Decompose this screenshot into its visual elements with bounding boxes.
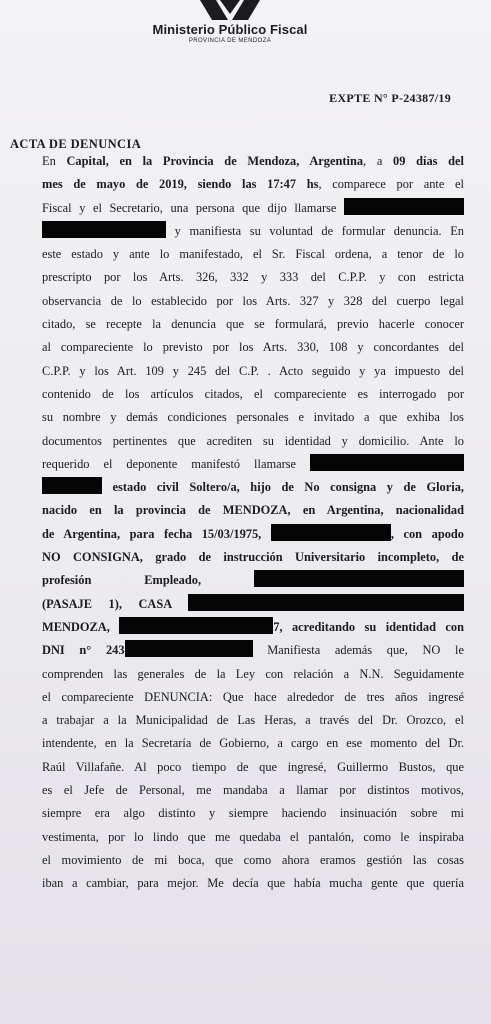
body-text-segment: profesión Empleado, — [42, 573, 254, 588]
body-text-segment: comprenden las generales de la Ley con relación a N.N. Seguidamente — [42, 666, 464, 681]
body-text-segment: MENDOZA, — [42, 619, 120, 634]
province-name: PROVINCIA DE MENDOZA — [188, 38, 272, 44]
body-line — [42, 173, 464, 196]
body-line — [42, 546, 464, 569]
redaction-bar — [254, 570, 464, 587]
body-line — [42, 709, 464, 732]
body-text-segment: 7, acreditando su identidad con — [273, 619, 464, 634]
document-body — [42, 150, 464, 896]
redaction-bar — [42, 477, 102, 494]
case-number: EXPTE N° P-24387/19 — [329, 91, 451, 105]
body-line — [42, 197, 464, 220]
body-text-segment: En — [42, 154, 67, 168]
body-text-segment: este estado y ante lo manifestado, el Sr. Fiscal ordena, a tenor de lo — [42, 247, 464, 262]
body-text-segment: (PASAJE 1), CASA — [42, 596, 188, 611]
redaction-bar — [344, 198, 464, 215]
body-line — [42, 756, 464, 779]
body-text-segment: Manifiesta además que, NO le — [252, 643, 464, 658]
body-text-segment: documentos pertinentes que acrediten su identidad y domicilio. Ante lo — [42, 433, 464, 448]
body-line — [42, 523, 464, 546]
redaction-bar — [42, 221, 166, 238]
body-line — [42, 569, 464, 592]
body-text-segment: C.P.P. y los Art. 109 y 245 del C.P. . Acto seguido y ya impuesto del — [42, 363, 464, 378]
body-text-segment: de Argentina, para fecha 15/03/1975, — [42, 526, 271, 541]
body-text-segment: observancia de lo establecido por los Arts. 327 y 328 del cuerpo legal — [42, 293, 464, 308]
body-line — [42, 663, 464, 686]
body-text-segment: , comparece por ante el — [318, 177, 464, 192]
body-line — [42, 849, 464, 872]
body-text-segment: vestimenta, por lo lindo que me quedaba el pantalón, como le inspiraba — [42, 829, 464, 844]
body-line — [42, 499, 464, 522]
body-text-segment: contenido de los artículos citados, el compareciente es interrogado por — [42, 386, 464, 401]
body-text-segment: mes de mayo de 2019, siendo las 17:47 hs — [42, 177, 319, 192]
body-line — [42, 290, 464, 313]
redaction-bar — [310, 454, 464, 471]
ministry-logo — [150, 0, 310, 60]
body-line — [42, 266, 464, 289]
body-text-segment: nacido en la provincia de MENDOZA, en Argentina, nacionalidad — [42, 503, 464, 518]
body-line — [42, 383, 464, 406]
body-line — [42, 826, 464, 849]
body-text-segment: Raúl Villafañe. Al poco tiempo de que ingresé, Guillermo Bustos, que — [42, 759, 464, 774]
body-text-segment: citado, se recepte la denuncia que se formulará, previo hacerle conocer — [42, 317, 464, 332]
body-line — [42, 406, 464, 429]
body-line — [42, 360, 464, 383]
body-line — [42, 243, 464, 266]
body-text-segment: es el Jefe de Personal, me mandaba a llamar por distintos motivos, — [42, 783, 464, 798]
body-line — [42, 476, 464, 499]
body-text-segment: a trabajar a la Municipalidad de Las Heras, a través del Dr. Orozco, el — [42, 713, 464, 728]
body-text-segment: iban a cambiar, para mejor. Me decía que había mucha gente que quería — [42, 876, 464, 891]
body-line — [42, 453, 464, 476]
body-text-segment: intendente, en la Secretaría de Gobierno, a cargo en ese momento del Dr. — [42, 736, 464, 751]
body-line — [42, 802, 464, 825]
body-line — [42, 779, 464, 802]
body-text-segment: Capital, en la Provincia de Mendoza, Argentina — [66, 154, 364, 168]
redaction-bar — [119, 617, 273, 634]
body-text-segment: DNI n° 243 — [42, 643, 125, 658]
body-line — [42, 313, 464, 336]
body-line — [42, 220, 464, 243]
body-text-segment: y manifiesta su voluntad de formular denuncia. En — [166, 223, 464, 238]
ministry-name: Ministerio Público Fiscal — [152, 22, 308, 37]
ministry-emblem-icon — [190, 0, 270, 20]
body-line — [42, 593, 464, 616]
body-text-segment: NO CONSIGNA, grado de instrucción Universitario incompleto, de — [42, 550, 464, 565]
body-line — [42, 872, 464, 895]
body-text-segment: su nombre y demás condiciones personales e invitado a que exhiba los — [42, 410, 464, 425]
body-line — [42, 430, 464, 453]
body-text-segment: , a — [363, 154, 394, 168]
body-text-segment: Fiscal y el Secretario, una persona que dijo llamarse — [42, 200, 344, 215]
body-line — [42, 732, 464, 755]
body-text-segment: requerido el deponente manifestó llamarse — [42, 456, 310, 471]
body-line — [42, 336, 464, 359]
body-line — [42, 150, 464, 173]
body-text-segment: el movimiento de mi boca, que como ahora eramos gestión las cosas — [42, 852, 464, 867]
body-text-segment: 09 días del — [393, 154, 464, 168]
body-line — [42, 616, 464, 639]
redaction-bar — [125, 640, 253, 657]
body-text-segment: estado civil Soltero/a, hijo de No consigna y de Gloria, — [102, 480, 464, 495]
body-text-segment: , con apodo — [390, 526, 464, 541]
body-text-segment: prescripto por los Arts. 326, 332 y 333 del C.P.P. y con estricta — [42, 270, 464, 285]
body-text-segment: el compareciente DENUNCIA: Que hace alrededor de tres años ingresé — [42, 689, 464, 704]
body-text-segment: al compareciente lo previsto por los Arts. 330, 108 y concordantes del — [42, 340, 464, 355]
redaction-bar — [271, 524, 391, 541]
document-title: ACTA DE DENUNCIA — [10, 137, 142, 151]
body-line — [42, 639, 464, 662]
body-text-segment: siempre era algo distinto y siempre haciendo insinuación sobre mi — [42, 806, 464, 821]
redaction-bar — [188, 594, 464, 611]
body-line — [42, 686, 464, 709]
